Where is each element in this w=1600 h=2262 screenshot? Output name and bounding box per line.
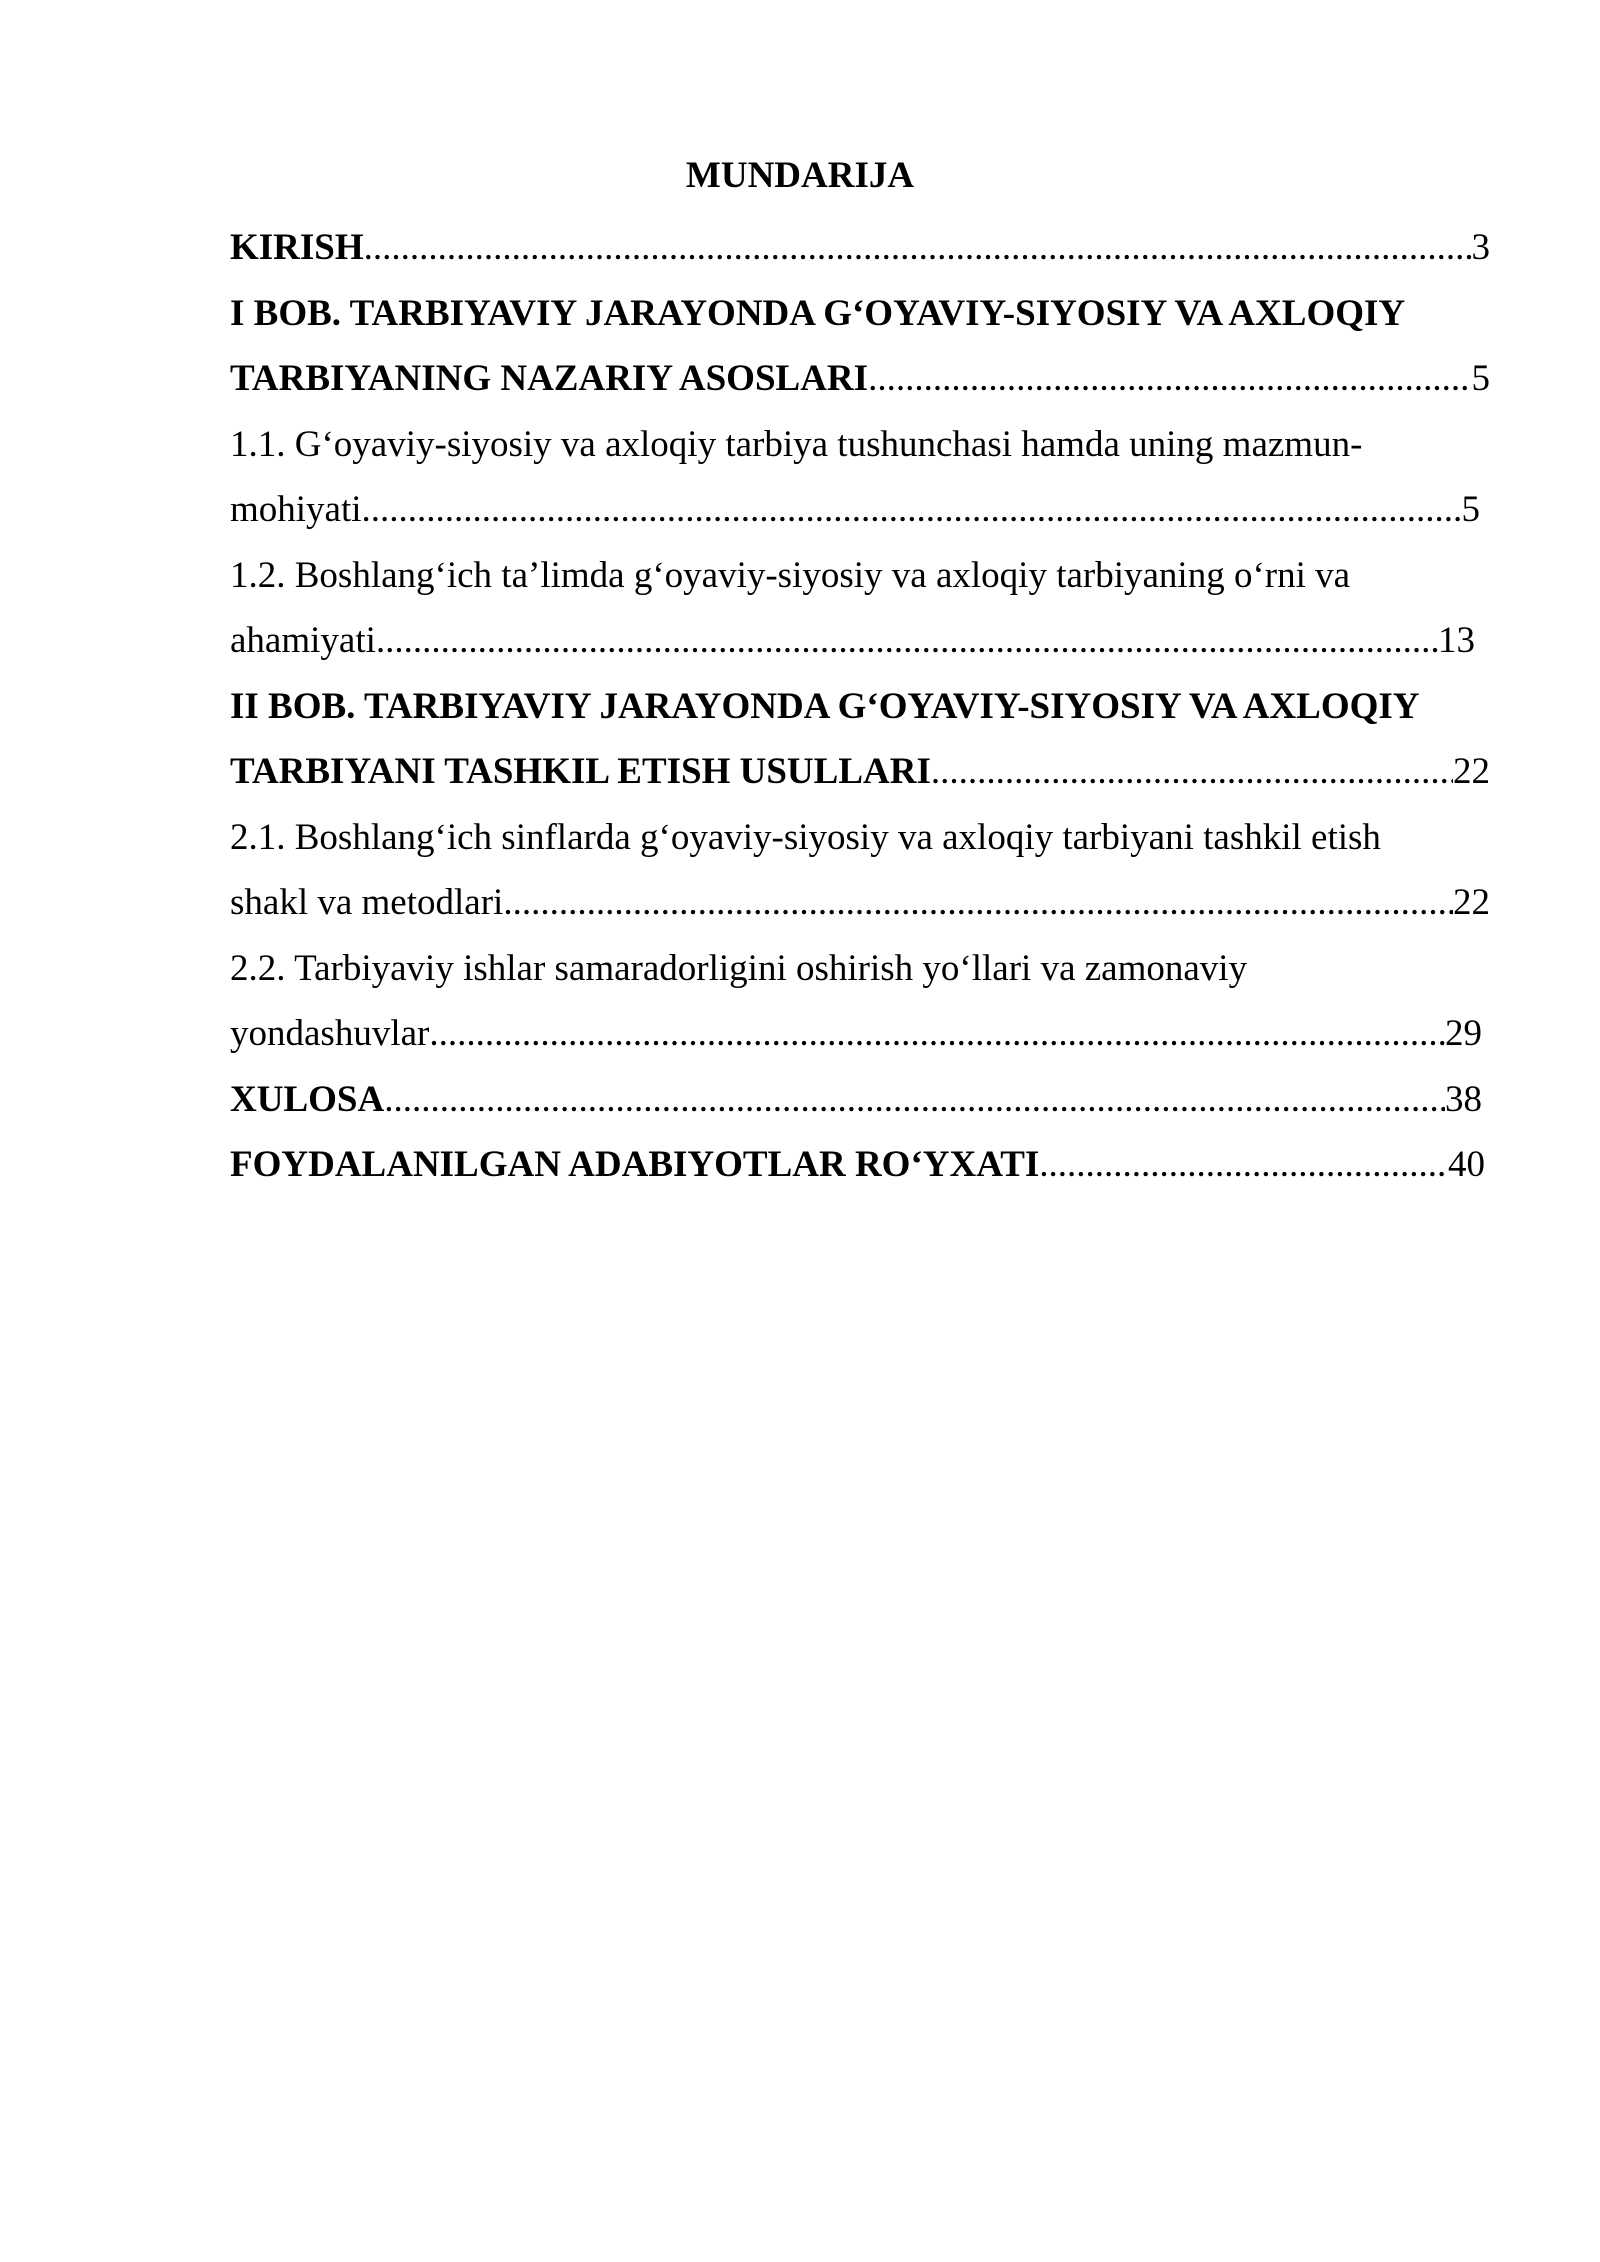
toc-leader-dots bbox=[364, 215, 1472, 281]
page-title: MUNDARIJA bbox=[685, 155, 915, 196]
toc-page-number: 5 bbox=[1461, 489, 1480, 530]
toc-leader-dots bbox=[503, 870, 1453, 936]
toc-entry-references bbox=[230, 1132, 1485, 1198]
toc-entry-chapter-1 bbox=[230, 346, 1490, 412]
toc-entry-kirish bbox=[230, 215, 1490, 281]
toc-entry-title: yondashuvlar bbox=[230, 1013, 430, 1054]
toc-entry-chapter-2 bbox=[230, 739, 1490, 805]
toc-entry-2-1-line-1: 2.1. Boshlang‘ich sinflarda g‘oyaviy-siyosiy va axloqiy tarbiyani tashkil etish bbox=[230, 816, 1381, 858]
toc-page-number: 38 bbox=[1445, 1078, 1482, 1120]
toc-leader-dots bbox=[376, 608, 1438, 674]
toc-leader-dots bbox=[1039, 1132, 1448, 1198]
table-of-contents bbox=[230, 215, 1490, 1198]
toc-entry-title: TARBIYANING NAZARIY ASOSLARI bbox=[230, 358, 869, 399]
toc-page-number: 40 bbox=[1448, 1144, 1485, 1185]
toc-entry-1-2 bbox=[230, 608, 1475, 674]
toc-leader-dots bbox=[868, 346, 1471, 412]
toc-entry-chapter-1-line-1: I BOB. TARBIYAVIY JARAYONDA G‘OYAVIY-SIYOSIY VA AXLOQIY bbox=[230, 292, 1406, 334]
toc-entry-1-1 bbox=[230, 477, 1480, 543]
toc-page-number: 13 bbox=[1438, 620, 1475, 661]
toc-page-number: 5 bbox=[1471, 358, 1490, 399]
toc-entry-1-2-line-1: 1.2. Boshlang‘ich ta’limda g‘oyaviy-siyosiy va axloqiy tarbiyaning o‘rni va bbox=[230, 554, 1351, 596]
toc-entry-title: FOYDALANILGAN ADABIYOTLAR RO‘YXATI bbox=[230, 1144, 1040, 1185]
toc-entry-xulosa bbox=[230, 1067, 1482, 1133]
toc-entry-1-1-line-1: 1.1. G‘oyaviy-siyosiy va axloqiy tarbiya tushunchasi hamda uning mazmun- bbox=[230, 423, 1363, 465]
toc-page-number: 29 bbox=[1445, 1013, 1482, 1054]
toc-entry-title: mohiyati bbox=[230, 489, 362, 530]
toc-entry-2-2-line-1: 2.2. Tarbiyaviy ishlar samaradorligini oshirish yo‘llari va zamonaviy bbox=[230, 947, 1248, 989]
toc-page-number: 22 bbox=[1453, 751, 1490, 792]
toc-entry-title: ahamiyati bbox=[230, 620, 376, 661]
toc-entry-2-2 bbox=[230, 1001, 1482, 1067]
toc-entry-title: XULOSA bbox=[230, 1078, 385, 1120]
toc-leader-dots bbox=[931, 739, 1453, 805]
toc-leader-dots bbox=[362, 477, 1462, 543]
toc-entry-2-1 bbox=[230, 870, 1490, 936]
toc-entry-title: TARBIYANI TASHKIL ETISH USULLARI bbox=[230, 751, 931, 792]
toc-entry-chapter-2-line-1: II BOB. TARBIYAVIY JARAYONDA G‘OYAVIY-SIYOSIY VA AXLOQIY bbox=[230, 685, 1420, 727]
toc-page-number: 22 bbox=[1453, 882, 1490, 923]
toc-entry-title: KIRISH bbox=[230, 227, 364, 268]
toc-leader-dots bbox=[384, 1067, 1445, 1133]
toc-page-number: 3 bbox=[1471, 227, 1490, 268]
toc-leader-dots bbox=[429, 1001, 1445, 1067]
toc-entry-title: shakl va metodlari bbox=[230, 882, 504, 923]
